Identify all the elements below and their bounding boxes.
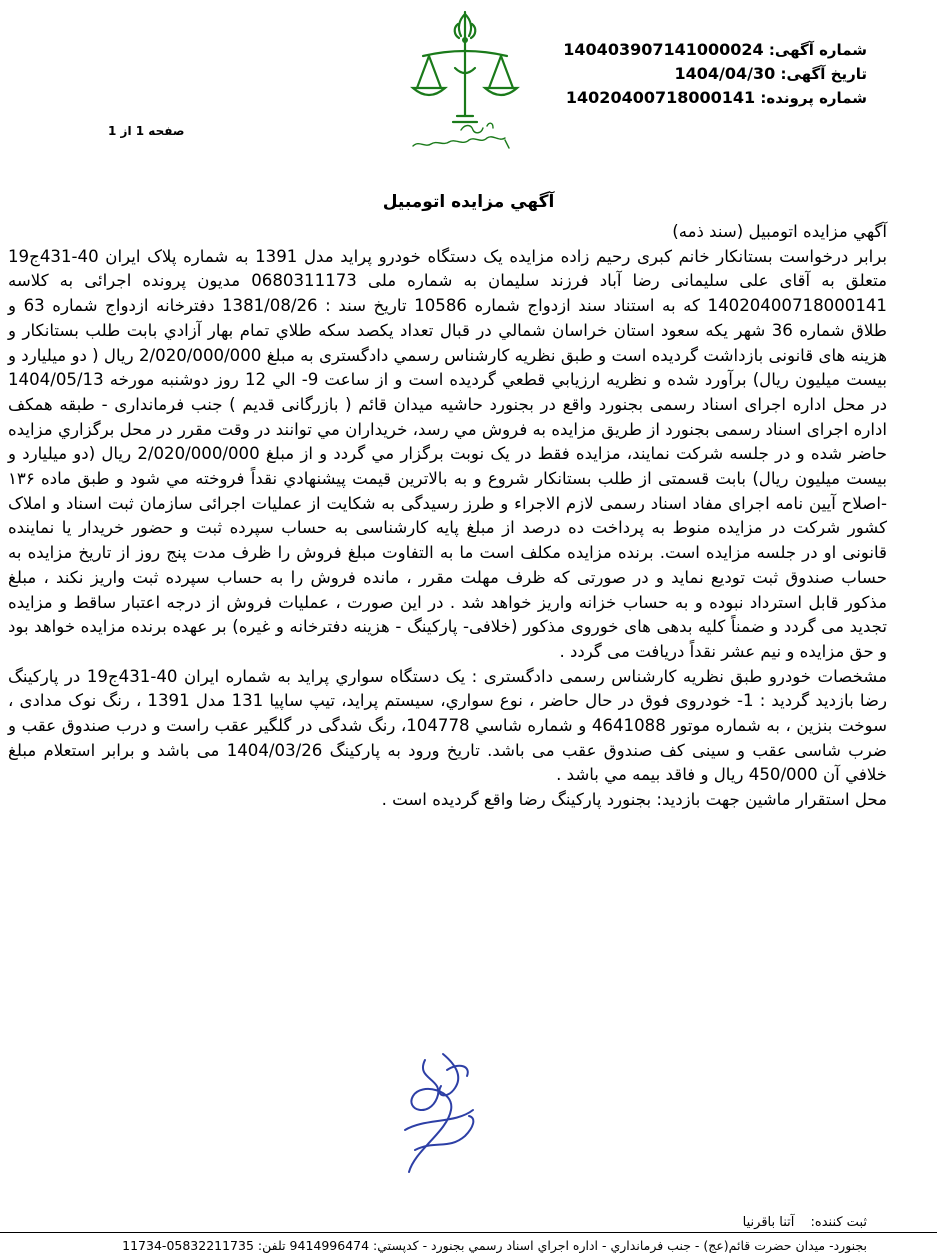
vehicle-specs-paragraph: مشخصات خودرو طبق نظريه كارشناس رسمی دادگستری : یک دستگاه سواري پرايد به شماره ايران 40-431ج19 در پارکینگ رضا بازدید گردید : 1- خودروی فوق در حال حاضر ، نوع سواري، سيستم پرايد، تيپ ساپيا 131 مدل 1391 ، رنگ نوک مدادی ، سوخت بنزين ، به شماره موتور 4641088 و شماره شاسي 104778، رنگ شدگی در گلگیر عقب راست و درب صندوق عقب و ضرب شاسی عقب و سینی کف صندوق عقب می باشد. تاریخ ورود به پارکینگ 1404/03/26 می باشد و برابر استعلام مبلغ خلافي آن 450/000 ريال و فاقد بیمه مي باشد .: [8, 666, 888, 785]
announcement-body: [8, 220, 887, 813]
ad-metadata: [537, 38, 867, 110]
judiciary-logo: [395, 8, 535, 158]
announcement-subtitle: آگهي مزايده اتومبيل (سند ذمه): [672, 222, 887, 241]
ad-date: 1404/04/30: [674, 64, 776, 83]
case-number-label: شماره پرونده:: [760, 89, 867, 107]
ad-number-label: شماره آگهی:: [768, 41, 867, 59]
footer-divider: [0, 1232, 937, 1233]
page-indicator: صفحه 1 از 1: [108, 124, 185, 138]
registrar-name: آتنا باقرنیا: [742, 1215, 795, 1230]
ad-number-row: [537, 38, 867, 62]
signature: [385, 1040, 495, 1190]
registrar-label: ثبت کننده:: [810, 1215, 867, 1230]
vehicle-location-paragraph: محل استقرار ماشين جهت بازديد: بجنورد پاركينگ رضا واقع گرديده است .: [381, 790, 887, 810]
page-title: آگهي مزايده اتومبيل: [382, 192, 555, 212]
case-number: 14020400718000141: [565, 88, 756, 107]
ad-date-label: تاریخ آگهی:: [780, 65, 867, 83]
footer-address: بجنورد- ميدان حضرت قائم(عج) - جنب فرمانداري - اداره اجراي اسناد رسمي بجنورد - کدپستي: 9414996474 تلفن: 05832211735-11734: [122, 1238, 867, 1253]
registrar: [731, 1215, 867, 1230]
case-number-row: [537, 86, 867, 110]
ad-number: 140403907141000024: [563, 40, 764, 59]
announcement-paragraph: برابر درخواست بستانکار خانم کبری رحیم زاده مزایده یک دستگاه خودرو پراید مدل 1391 به شماره پلاک ایران 40-431ج19 متعلق به آقای علی سلیمانی رضا آباد فرزند سلیمان به شماره ملی 0680311173 مدیون پرونده اجرائی به کلاسه 14020400718000141 که به استناد سند ازدواج شماره 10586 تاریخ سند : 1381/08/26 دفترخانه ازدواج شماره 63 و طلاق شماره 36 شهر یکه سعود استان خراسان شمالي در قبال تعداد یکصد سکه طلاي تمام بهار آزادي بابت طلب بستانکار و هزینه های قانونی بازداشت گردیده است و طبق نظریه کارشناس رسمي دادگستری به مبلغ 2/020/000/000 ريال ( دو میلیارد و بيست ميليون ريال) برآورد شده و نظريه ارزيابي قطعي گرديده است و از ساعت 9- الي 12 روز دوشنبه مورخه 1404/05/13 در محل اداره اجرای اسناد رسمی بجنورد واقع در بجنورد حاشیه میدان قائم ( بازرگانی قدیم ) جنب فرمانداری - طبقه همکف اداره اجرای اسناد رسمی بجنورد از طريق مزايده به فروش مي رسد، خريداران مي توانند در وقت مقرر در محل برگزاري مزايده حاضر شده و در جلسه شركت نمايند، مزايده فقط در يک نوبت برگزار مي گردد و از مبلغ 2/020/000/000 ريال (دو ميليارد و بيست ميليون ريال) بابت قسمتی از طلب بستانکار شروع و به بالاترين قيمت پيشنهادي نقداً فروخته مي شود و طبق ماده ۱۳۶ -اصلاح آيين نامه اجرای مفاد اسناد رسمی لازم الاجراء و طرز رسيدگی به شکايت از عمليات اجرائی سازمان ثبت اسناد و املاک کشور شرکت در مزايده منوط به پرداخت ده درصد از مبلغ پايه کارشناسی به حساب سپرده ثبت و حضور خريدار يا نماينده قانونی او در جلسه مزايده است. برنده مزايده مکلف است ما به التفاوت مبلغ فروش را ظرف مدت پنج روز از تاريخ مزايده به حساب صندوق ثبت توديع نمايد و در صورتی که ظرف مهلت مقرر ، مانده فروش را به حساب سپرده ثبت واريز نکند ، مبلغ مذکور قابل استرداد نبوده و به حساب خزانه واريز خواهد شد . در اين صورت ، عمليات فروش از درجه اعتبار ساقط و مزايده تجديد می گردد و ضمناً کليه بدهی های خوروی مذکور (خلافی- پارکینگ - هزینه دفترخانه و غیره) بر عهده برنده مزایده خواهد بود و حق مزایده و نیم عشر نقداً دریافت می گردد .: [8, 246, 888, 661]
ad-date-row: [537, 62, 867, 86]
